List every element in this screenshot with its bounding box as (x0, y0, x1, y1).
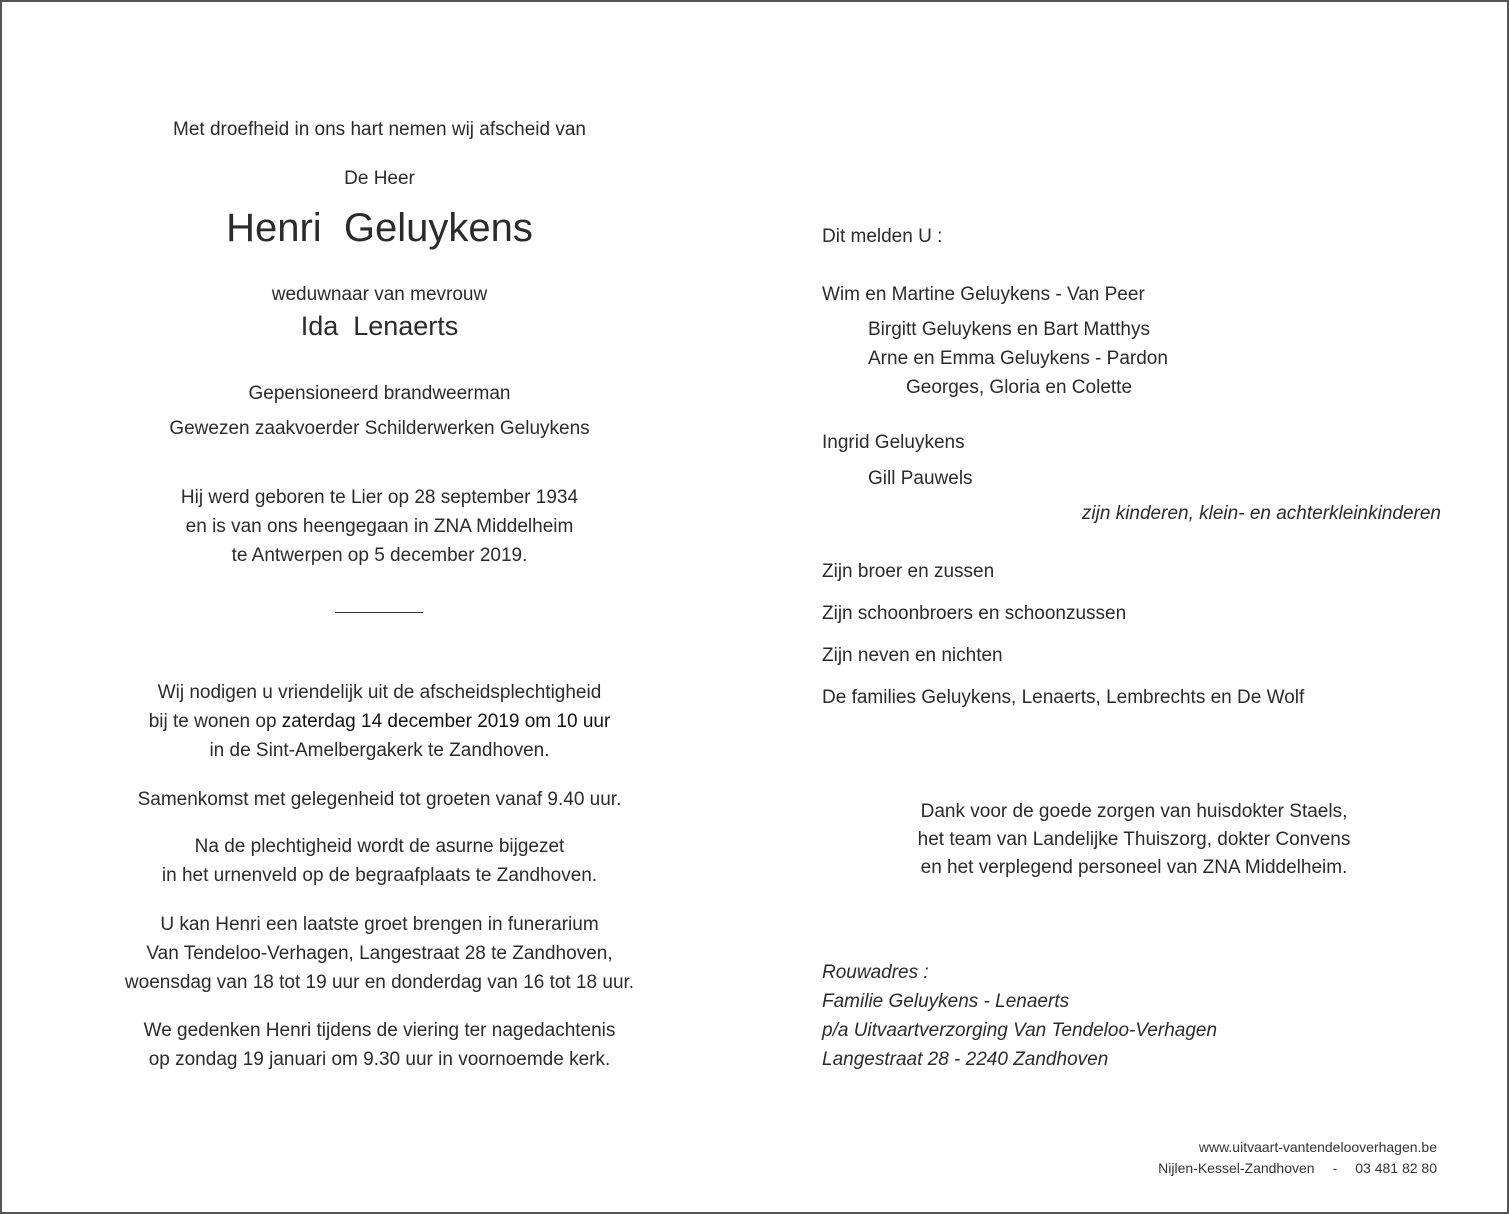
deceased-name: Henri Geluykens (226, 206, 533, 250)
funeral-home-location: Nijlen-Kessel-Zandhoven (1158, 1160, 1315, 1176)
invite-line-2 (2, 707, 757, 736)
urn-line-2: in het urnenveld op de begraafplaats te Zandhoven. (161, 865, 598, 886)
occupation-2: Gewezen zaakvoerder Schilderwerken Geluykens (169, 418, 590, 439)
born-line-3: te Antwerpen op 5 december 2019. (231, 545, 528, 566)
thanks-line-2: het team van Landelijke Thuiszorg, dokter Convens (917, 829, 1351, 850)
visit-line-2: Van Tendeloo-Verhagen, Langestraat 28 te Zandhoven, (146, 943, 613, 964)
occupation-1: Gepensioneerd brandweerman (248, 383, 511, 404)
families-text: De families Geluykens, Lenaerts, Lembrechts en De Wolf (822, 687, 1305, 708)
salutation: De Heer (344, 168, 415, 189)
siblings-text: Zijn broer en zussen (822, 561, 995, 582)
thanks-line-3: en het verplegend personeel van ZNA Middelheim. (920, 857, 1348, 878)
cousins-text: Zijn neven en nichten (822, 645, 1003, 666)
grandchild-3: Gill Pauwels (868, 468, 973, 489)
address-label: Rouwadres : (822, 962, 929, 983)
divider-line (335, 612, 423, 613)
visit-line-3: woensdag van 18 tot 19 uur en donderdag van 16 tot 18 uur. (124, 972, 635, 993)
visit-line-1: U kan Henri een laatste groet brengen in funerarium (160, 914, 599, 935)
intro-text: Met droefheid in ons hart nemen wij afscheid van (173, 119, 586, 140)
gathering-text: Samenkomst met gelegenheid tot groeten vanaf 9.40 uur. (137, 789, 622, 810)
memorial-line-1: We gedenken Henri tijdens de viering ter nagedachtenis (143, 1020, 616, 1041)
grandchild-2: Arne en Emma Geluykens - Pardon (868, 348, 1168, 369)
funeral-home-phone[interactable]: 03 481 82 80 (1355, 1160, 1437, 1176)
in-laws-text: Zijn schoonbroers en schoonzussen (822, 603, 1127, 624)
invite-line-3: in de Sint-Amelbergakerk te Zandhoven. (209, 740, 550, 761)
funeral-home-contact (1158, 1157, 1437, 1179)
thanks-line-1: Dank voor de goede zorgen van huisdokter Staels, (920, 801, 1348, 822)
urn-line-1: Na de plechtigheid wordt de asurne bijgezet (194, 836, 565, 857)
invite-line-2-pre: bij te wonen op (148, 711, 282, 732)
memorial-line-2: op zondag 19 januari om 9.30 uur in voornoemde kerk. (148, 1049, 611, 1070)
address-line-3: Langestraat 28 - 2240 Zandhoven (822, 1049, 1109, 1070)
address-line-2: p/a Uitvaartverzorging Van Tendeloo-Verhagen (822, 1020, 1218, 1041)
invite-line-1: Wij nodigen u vriendelijk uit de afscheidsplechtigheid (157, 682, 602, 703)
grandchild-1: Birgitt Geluykens en Bart Matthys (868, 319, 1150, 340)
ceremony-date: zaterdag 14 december 2019 om 10 uur (281, 711, 611, 732)
widower-of-text: weduwnaar van mevrouw (271, 284, 488, 305)
funeral-home-website[interactable]: www.uitvaart-vantendelooverhagen.be (1198, 1139, 1437, 1155)
contact-separator: - (1332, 1160, 1338, 1176)
children-note: zijn kinderen, klein- en achterkleinkinderen (1081, 503, 1441, 524)
family-member-1: Wim en Martine Geluykens - Van Peer (822, 284, 1145, 305)
born-line-2: en is van ons heengegaan in ZNA Middelheim (185, 516, 574, 537)
born-line-1: Hij werd geboren te Lier op 28 september 1934 (180, 487, 579, 508)
announce-text: Dit melden U : (822, 226, 943, 247)
address-line-1: Familie Geluykens - Lenaerts (822, 991, 1070, 1012)
spouse-name: Ida Lenaerts (300, 311, 459, 341)
family-member-2: Ingrid Geluykens (822, 432, 965, 453)
great-grandchildren: Georges, Gloria en Colette (906, 377, 1133, 398)
